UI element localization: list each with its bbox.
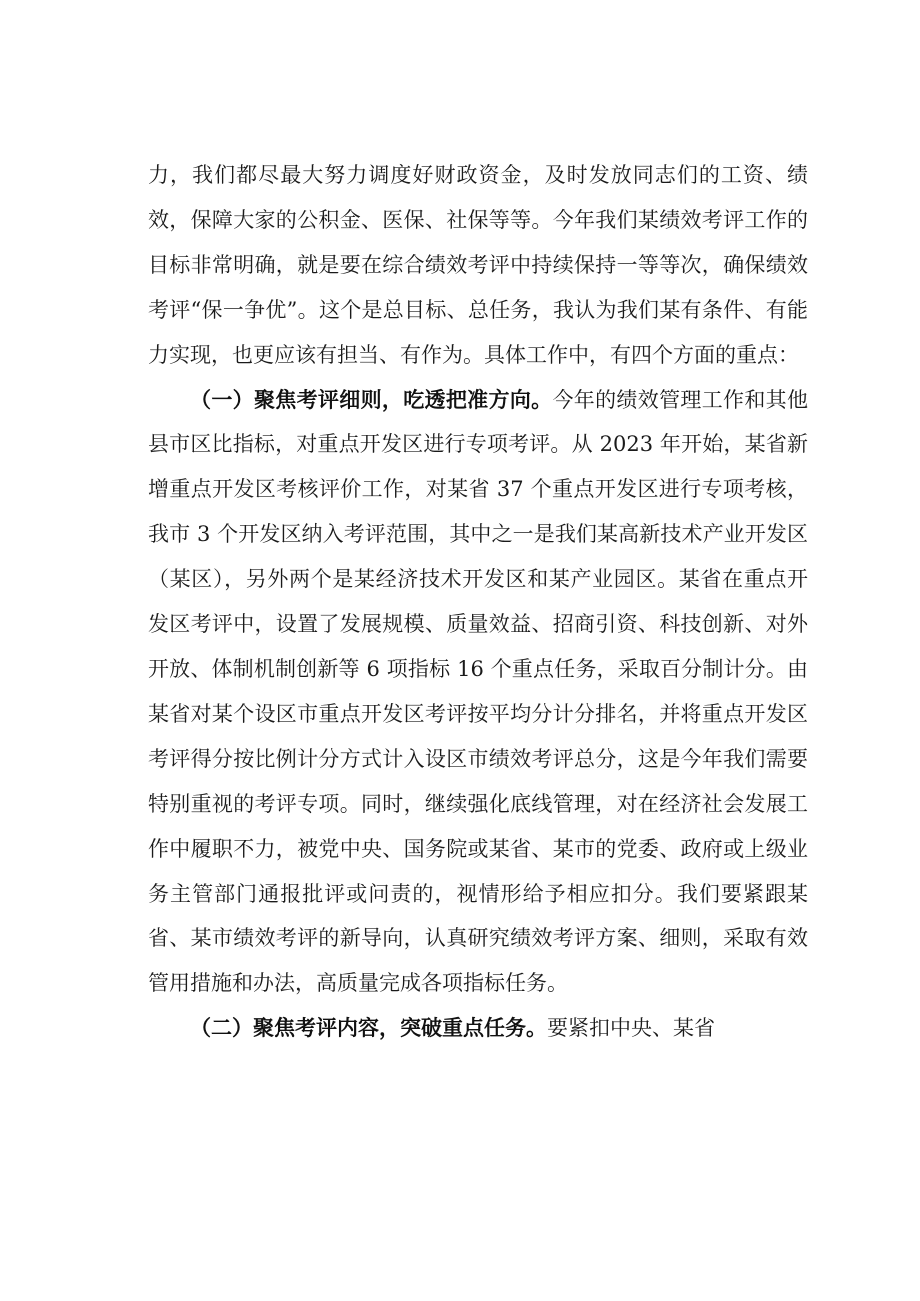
paragraph-text: 要紧扣中央、某省 (547, 1016, 715, 1041)
paragraph-continuation (148, 153, 808, 378)
paragraph-section-2 (148, 1006, 808, 1051)
paragraph-section-1 (148, 378, 808, 1007)
document-body (148, 153, 808, 1051)
paragraph-text: 今年的绩效管理工作和其他县市区比指标，对重点开发区进行专项考评。从 2023 年开始，某省新增重点开发区考核评价工作，对某省 37 个重点开发区进行专项考核，我市 3 个开发区纳入考评范围，其中之一是我们某高新技术产业开发区（某区），另外两个是某经济技术开发区和某产业园区。某省在重点开发区考评中，设置了发展规模、质量效益、招商引资、科技创新、对外开放、体制机制创新等 6 项指标 16 个重点任务，采取百分制计分。由某省对某个设区市重点开发区考评按平均分计分排名，并将重点开发区考评得分按比例计分方式计入设区市绩效考评总分，这是今年我们需要特别重视的考评专项。同时，继续强化底线管理，对在经济社会发展工作中履职不力，被党中央、国务院或某省、某市的党委、政府或上级业务主管部门通报批评或问责的，视情形给予相应扣分。我们要紧跟某省、某市绩效考评的新导向，认真研究绩效考评方案、细则，采取有效管用措施和办法，高质量完成各项指标任务。 (148, 387, 809, 996)
section-heading-2: （二）聚焦考评内容，突破重点任务。 (190, 1015, 547, 1041)
paragraph-text: 力，我们都尽最大努力调度好财政资金，及时发放同志们的工资、绩效，保障大家的公积金、医保、社保等等。今年我们某绩效考评工作的目标非常明确，就是要在综合绩效考评中持续保持一等等次，确保绩效考评“保一争优”。这个是总目标、总任务，我认为我们某有条件、有能力实现，也更应该有担当、有作为。具体工作中，有四个方面的重点： (148, 163, 808, 367)
section-heading-1: （一）聚焦考评细则，吃透把准方向。 (190, 386, 553, 412)
